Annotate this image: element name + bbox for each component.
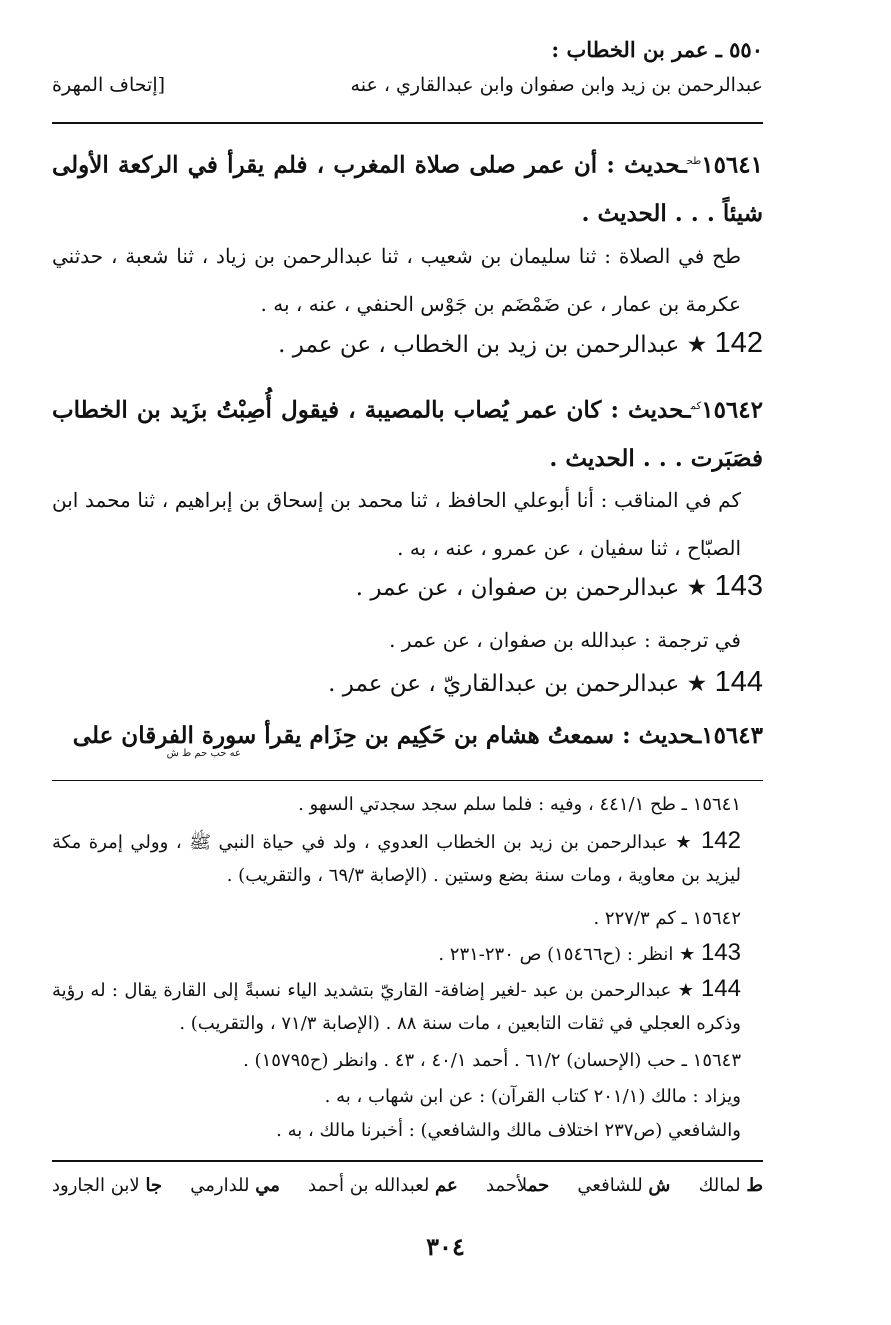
footnote-number: 144 [700, 975, 741, 1002]
hadith-source: كم في المناقب : أنا أبوعلي الحافظ ، ثنا محمد بن إسحاق بن إبراهيم ، ثنا محمد ابن الصبّاح ، ثنا سفيان ، عن عمرو ، عنه ، به . [52, 488, 741, 560]
abbreviation-legend [52, 1175, 763, 1196]
narrator-name: عبدالرحمن بن زيد بن الخطاب ، عن عمر . [278, 332, 680, 358]
hadith-entry [52, 138, 763, 238]
narrator-name: عبدالرحمن بن صفوان ، عن عمر . [355, 575, 680, 601]
abbreviation-item: ط لمالك [698, 1175, 763, 1196]
hadith-source: طح في الصلاة : ثنا سليمان بن شعيب ، ثنا عبدالرحمن بن زياد ، ثنا شعبة ، حدثني عكرمة بن عمار ، عن ضَمْضَم بن جَوْس الحنفي ، عنه ، به . [52, 244, 741, 316]
star-icon: ★ [686, 575, 708, 601]
abbreviation-item: عم لعبدالله بن أحمد [308, 1175, 458, 1196]
narrator-number: 143 [714, 570, 763, 602]
narrator-name: عبدالرحمن بن عبدالقاريّ ، عن عمر . [328, 671, 680, 697]
book-tag: [إتحاف المهرة [52, 74, 166, 96]
abbreviation-item: مي للدارمي [190, 1175, 280, 1196]
header-rule [52, 122, 763, 124]
star-icon: ★ [677, 980, 695, 1001]
footnote-number: 142 [700, 827, 741, 854]
footnote: ويزاد : مالك (٢٠١/١ كتاب القرآن) : عن ابن شهاب ، به . [324, 1086, 741, 1107]
footnote [52, 936, 763, 971]
footnote-text: عبدالرحمن بن زيد بن الخطاب العدوي ، ولد في حياة النبي ﷺ ، وولي إمرة مكة ليزيد بن معاوية ، ومات سنة بضع وستين . (الإصابة ٦٩/٣ ، والتقريب) . [52, 832, 741, 886]
footnote: ١٥٦٤١ ـ طح ٤٤١/١ ، وفيه : فلما سلم سجد سجدتي السهو . [298, 794, 741, 815]
hadith-sigla: كم [690, 401, 702, 412]
narrator-heading [52, 570, 763, 603]
chapter-title: ٥٥٠ ـ عمر بن الخطاب : [551, 37, 763, 62]
abbreviation-item: حملأحمد [485, 1175, 550, 1196]
page-number: ٣٠٤ [426, 1232, 465, 1261]
footnote: والشافعي (ص٢٣٧ اختلاف مالك والشافعي) : أخبرنا مالك ، به . [276, 1120, 741, 1141]
hadith-text: ـحديث : كان عمر يُصاب بالمصيبة ، فيقول أُصِبْتُ بزَيد بن الخطاب فصَبَرت . . . الحديث . [52, 396, 763, 472]
hadith-entry [52, 383, 763, 483]
footnote-text: انظر : (ح١٥٤٦٦) ص ٢٣٠-٢٣١ . [438, 944, 674, 965]
footnote-text: عبدالرحمن بن عبد -لغير إضافة- القاريّ بتشديد الياء نسبةً إلى القارة يقال : له رؤية وذكره العجلي في ثقات التابعين ، مات سنة ٨٨ . (الإصابة ٧١/٣ ، والتقريب) . [52, 980, 741, 1034]
narrator-number: 142 [714, 327, 763, 359]
hadith-sigla: عه حب حم ط ش [166, 748, 241, 759]
chapter-subtitle: عبدالرحمن بن زيد وابن صفوان وابن عبدالقاري ، عنه [350, 74, 763, 96]
abbreviation-item: ش للشافعي [577, 1175, 671, 1196]
narrator-note: في ترجمة : عبدالله بن صفوان ، عن عمر . [389, 628, 741, 652]
abbreviation-rule [52, 1160, 763, 1162]
footnote [52, 972, 763, 1040]
star-icon: ★ [686, 332, 708, 358]
narrator-number: 144 [714, 666, 763, 698]
footnote [52, 824, 763, 892]
footnote-rule [52, 780, 763, 781]
abbreviation-item: جا لابن الجارود [52, 1175, 163, 1196]
star-icon: ★ [679, 944, 696, 965]
narrator-heading [52, 327, 763, 360]
footnote: ١٥٦٤٢ ـ كم ٢٢٧/٣ . [593, 908, 741, 929]
star-icon: ★ [686, 671, 708, 697]
hadith-entry [52, 712, 763, 760]
footnote-number: 143 [700, 939, 741, 966]
hadith-number: ١٥٦٤١ [701, 151, 763, 179]
footnote: ١٥٦٤٣ ـ حب (الإحسان) ٦١/٢ . أحمد ٤٠/١ ، ٤٣ . وانظر (ح١٥٧٩٥) . [243, 1050, 741, 1071]
hadith-number: ١٥٦٤٢ [701, 396, 763, 424]
hadith-text: ـحديث : سمعتُ هشام بن حَكِيم بن حِزَام يقرأ سورة الفرقان على [72, 722, 702, 749]
star-icon: ★ [675, 832, 694, 853]
hadith-number: ١٥٦٤٣ [701, 722, 763, 749]
hadith-text: ـحديث : أن عمر صلى صلاة المغرب ، فلم يقرأ في الركعة الأولى شيئاً . . . الحديث . [52, 151, 763, 227]
narrator-heading [52, 666, 763, 699]
hadith-sigla: طح [686, 156, 702, 167]
